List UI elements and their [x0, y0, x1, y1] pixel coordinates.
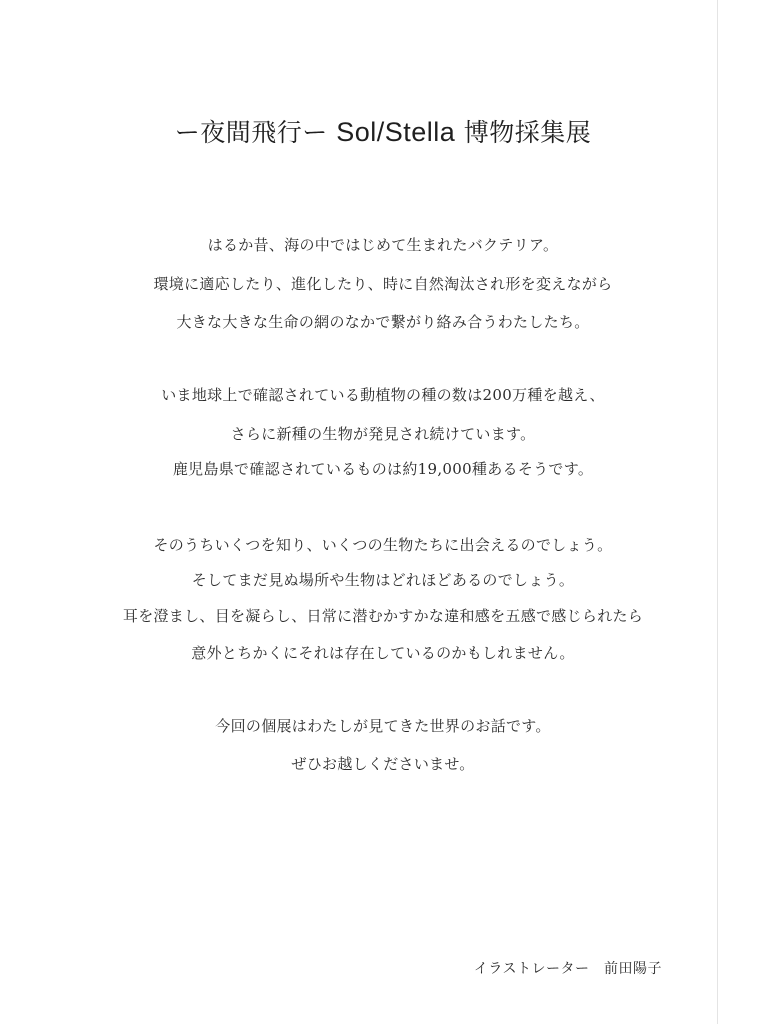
- signature-role: イラストレーター: [473, 961, 590, 977]
- body-line: はるか昔、海の中ではじめて生まれたバクテリア。: [207, 236, 559, 254]
- body-line: 大きな大きな生命の網のなかで繋がり絡み合うわたしたち。: [176, 313, 590, 331]
- body-line: 環境に適応したり、進化したり、時に自然淘汰され形を変えながら: [153, 275, 613, 293]
- body-line: 意外とちかくにそれは存在しているのかもしれません。: [191, 644, 575, 662]
- body-line: さらに新種の生物が発見され続けています。: [230, 425, 536, 443]
- signature: [474, 958, 662, 978]
- signature-name: 前田陽子: [604, 961, 662, 977]
- body-line: ぜひお越しくださいませ。: [291, 755, 475, 773]
- body-line: 鹿児島県で確認されているものは約19,000種あるそうです。: [172, 460, 594, 478]
- title-suffix: 博物採集展: [463, 118, 592, 147]
- page-edge-line: [717, 0, 718, 1024]
- body-line: 今回の個展はわたしが見てきた世界のお話です。: [215, 717, 551, 735]
- body-line: そしてまだ見ぬ場所や生物はどれほどあるのでしょう。: [191, 571, 575, 589]
- body-line: そのうちいくつを知り、いくつの生物たちに出会えるのでしょう。: [153, 536, 613, 554]
- page-title: [0, 113, 766, 149]
- title-latin: Sol/Stella: [336, 117, 456, 147]
- body-line: 耳を澄まし、目を凝らし、日常に潜むかすかな違和感を五感で感じられたら: [122, 607, 644, 625]
- title-prefix: ー夜間飛行ー: [174, 118, 328, 147]
- body-line: いま地球上で確認されている動植物の種の数は200万種を越え、: [161, 386, 605, 404]
